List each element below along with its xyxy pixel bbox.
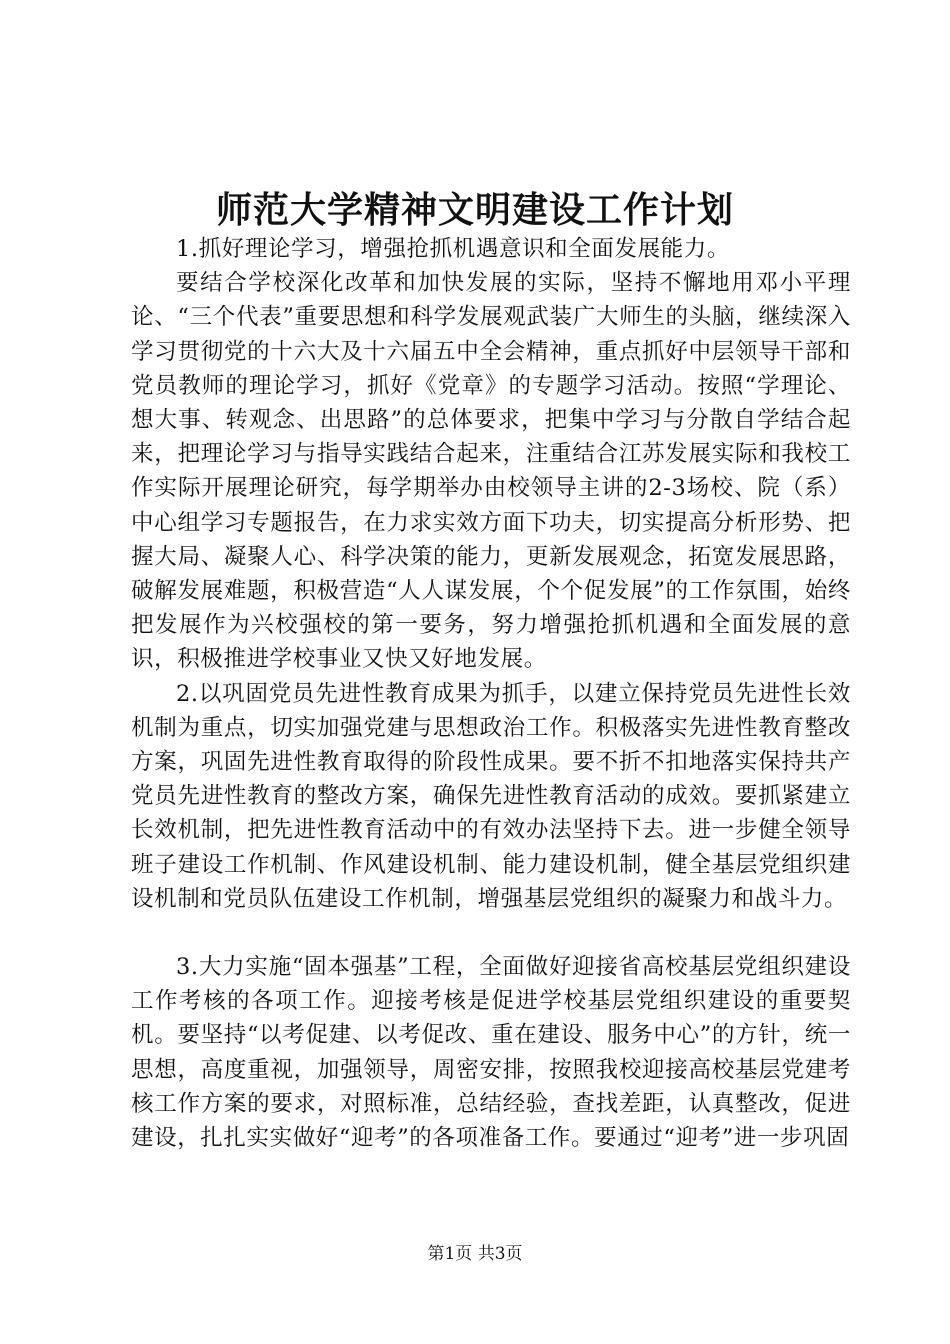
paragraph-3: 2.以巩固党员先进性教育成果为抓手，以建立保持党员先进性长效机制为重点，切实加强党建与思想政治工作。积极落实先进性教育整改方案，巩固先进性教育取得的阶段性成果。要不折不扣地落实保持共产党员先进性教育的整改方案，确保先进性教育活动的成效。要抓紧建立长效机制，把先进性教育活动中的有效办法坚持下去。进一步健全领导班子建设工作机制、作风建设机制、能力建设机制，健全基层党组织建设机制和党员队伍建设工作机制，增强基层党组织的凝聚力和战斗力。 [131, 680, 851, 912]
paragraph-1: 1.抓好理论学习，增强抢抓机遇意识和全面发展能力。 [176, 236, 730, 262]
page-footer: 第1页 共3页 [427, 1244, 523, 1264]
document-title: 师范大学精神文明建设工作计划 [215, 189, 734, 231]
paragraph-4: 3.大力实施“固本强基”工程，全面做好迎接省高校基层党组织建设工作考核的各项工作。迎接考核是促进学校基层党组织建设的重要契机。要坚持“以考促建、以考促改、重在建设、服务中心”的方针，统一思想，高度重视，加强领导，周密安排，按照我校迎接高校基层党建考核工作方案的要求，对照标准，总结经验，查找差距，认真整改，促进建设，扎扎实实做好“迎考”的各项准备工作。要通过“迎考”进一步巩固 [131, 954, 851, 1152]
paragraph-2: 要结合学校深化改革和加快发展的实际，坚持不懈地用邓小平理论、“三个代表”重要思想和科学发展观武装广大师生的头脑，继续深入学习贯彻党的十六大及十六届五中全会精神，重点抓好中层领导干部和党员教师的理论学习，抓好《党章》的专题学习活动。按照“学理论、想大事、转观念、出思路”的总体要求，把集中学习与分散自学结合起来，把理论学习与指导实践结合起来，注重结合江苏发展实际和我校工作实际开展理论研究，每学期举办由校领导主讲的2-3场校、院（系）中心组学习专题报告，在力求实效方面下功夫，切实提高分析形势、把握大局、凝聚人心、科学决策的能力，更新发展观念，拓宽发展思路，破解发展难题，积极营造“人人谋发展，个个促发展”的工作氛围，始终把发展作为兴校强校的第一要务，努力增强抢抓机遇和全面发展的意识，积极推进学校事业又快又好地发展。 [131, 270, 851, 673]
document-body [131, 232, 851, 1155]
